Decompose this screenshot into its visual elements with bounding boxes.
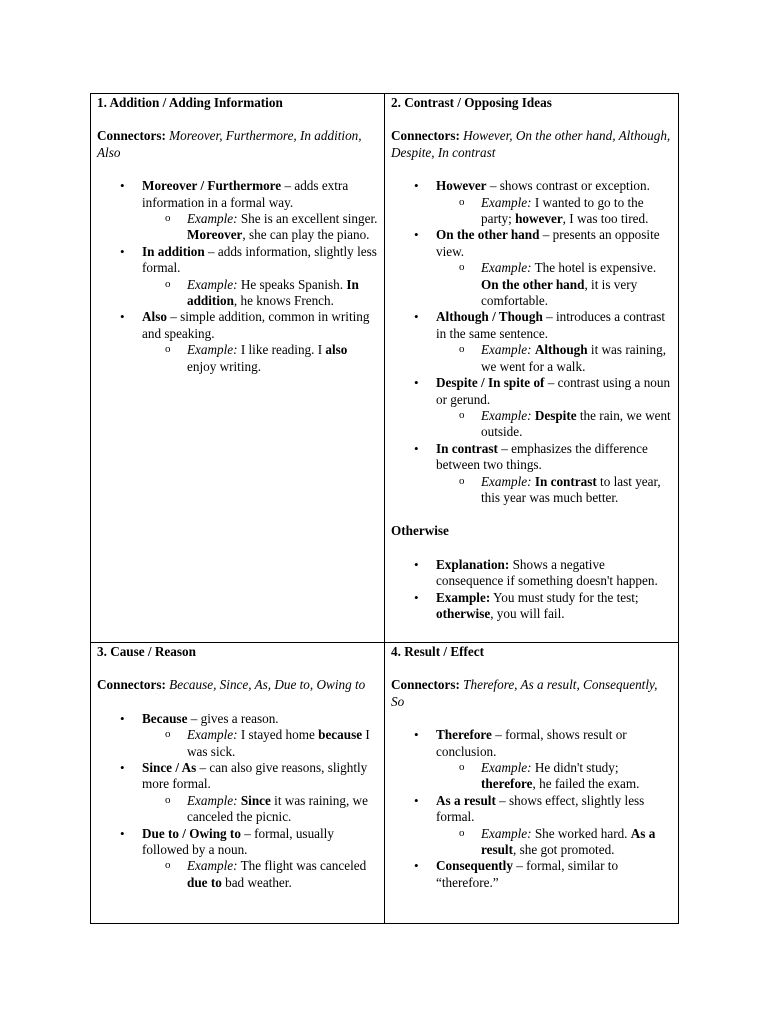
example-text: , he knows French. — [233, 293, 334, 309]
list-item — [142, 244, 378, 310]
example-keyword: therefore — [481, 776, 533, 792]
cell-heading: 3. Cause / Reason — [97, 644, 196, 659]
example-text: He speaks Spanish. — [237, 276, 347, 292]
example-keyword: also — [325, 342, 348, 358]
example-label: Example: — [481, 407, 532, 423]
connectors-label: Connectors: — [391, 677, 460, 693]
example-keyword: In contrast — [534, 473, 597, 489]
connector-desc: – adds extra information in a formal way. — [142, 178, 349, 210]
list-item — [436, 309, 672, 375]
connector-term: Due to / Owing to — [142, 825, 241, 841]
example-list — [436, 408, 672, 441]
example-label: Example: — [436, 589, 491, 605]
connector-term: On the other hand — [436, 227, 540, 243]
connector-term: However — [436, 178, 487, 194]
list-item — [142, 178, 378, 244]
connector-term: In contrast — [436, 440, 498, 456]
example-list — [436, 474, 672, 507]
connector-desc: – formal, shows result or conclusion. — [436, 727, 627, 759]
example-label: Example: — [481, 825, 532, 841]
example-text: , you will fail. — [490, 605, 565, 621]
example-text: The flight was canceled — [237, 858, 367, 874]
example-list — [436, 826, 672, 859]
example-text: She worked hard. — [531, 825, 631, 841]
example-text: The hotel is expensive. — [531, 260, 657, 276]
example-text: it was raining, we canceled the picnic. — [187, 792, 368, 825]
example-list — [142, 793, 378, 826]
list-item — [436, 590, 672, 623]
example-keyword: Since — [240, 792, 271, 808]
connector-desc: – can also give reasons, slightly more formal. — [142, 760, 368, 792]
example-text: , I was too tired. — [562, 211, 649, 227]
list-item — [436, 178, 672, 227]
example-label: Example: — [187, 211, 238, 227]
example-list — [142, 342, 378, 375]
example-item — [481, 408, 672, 441]
example-label: Example: — [187, 792, 238, 808]
example-text: enjoy writing. — [187, 358, 261, 374]
example-text: , it is very comfortable. — [481, 276, 638, 309]
example-text: , he failed the exam. — [532, 776, 640, 792]
example-list — [436, 760, 672, 793]
connector-list — [391, 178, 672, 506]
example-text: I was sick. — [187, 727, 370, 759]
example-label: Example: — [187, 342, 238, 358]
example-text: She is an excellent singer. — [237, 211, 378, 227]
cell-heading: 4. Result / Effect — [391, 644, 485, 659]
connector-term: Because — [142, 710, 188, 726]
connectors-table — [90, 93, 679, 924]
connectors-list: However, On the other hand, Although, Despite, In contrast — [391, 128, 671, 160]
connector-desc: – simple addition, common in writing and speaking. — [142, 309, 370, 341]
connector-term: In addition — [142, 243, 205, 259]
list-item — [436, 793, 672, 859]
example-item — [187, 793, 378, 826]
example-label: Example: — [481, 260, 532, 276]
example-text: I wanted to go to the party; — [481, 194, 644, 227]
example-item — [481, 474, 672, 507]
list-item — [436, 441, 672, 507]
example-item — [481, 760, 672, 793]
example-keyword: however — [515, 211, 563, 227]
example-text: to last year, this year was much better. — [481, 473, 661, 505]
example-text: You must study for the test; — [490, 589, 639, 605]
cell-heading: 1. Addition / Adding Information — [97, 95, 283, 110]
connector-desc: – presents an opposite view. — [436, 227, 660, 259]
example-label: Example: — [481, 342, 532, 358]
example-item — [481, 260, 672, 309]
connector-desc: – formal, usually followed by a noun. — [142, 825, 334, 858]
connector-list — [97, 711, 378, 891]
example-item — [481, 342, 672, 375]
example-keyword: In addition — [187, 276, 359, 309]
explanation-label: Explanation: — [436, 556, 510, 572]
connector-term: As a result — [436, 792, 496, 808]
example-keyword: As a result — [481, 825, 656, 858]
connector-list — [97, 178, 378, 375]
cell-result — [385, 643, 679, 924]
connector-term: Since / As — [142, 760, 197, 776]
example-item — [187, 342, 378, 375]
connectors-label: Connectors: — [97, 128, 166, 144]
list-item — [436, 557, 672, 590]
connector-desc: – introduces a contrast in the same sentence. — [436, 309, 666, 341]
otherwise-list — [391, 557, 672, 623]
example-list — [142, 211, 378, 244]
connectors-label: Connectors: — [391, 128, 460, 144]
connectors-list: Therefore, As a result, Consequently, So — [391, 677, 658, 709]
connector-term: Although / Though — [436, 309, 543, 325]
example-keyword: On the other hand — [481, 276, 585, 292]
list-item — [436, 727, 672, 793]
list-item — [142, 826, 378, 892]
example-text: I like reading. I — [237, 342, 326, 358]
example-list — [436, 260, 672, 309]
example-text: He didn't study; — [531, 760, 619, 776]
explanation-text: Shows a negative consequence if something doesn't happen. — [436, 556, 658, 589]
list-item — [436, 227, 672, 309]
example-label: Example: — [481, 194, 532, 210]
connector-term: Consequently — [436, 858, 513, 874]
example-label: Example: — [187, 727, 238, 743]
otherwise-heading: Otherwise — [391, 523, 449, 539]
example-keyword: due to — [187, 874, 222, 890]
example-label: Example: — [481, 760, 532, 776]
example-keyword: Moreover — [187, 227, 243, 243]
list-item — [142, 309, 378, 375]
example-keyword: because — [318, 727, 363, 743]
connector-desc: – shows contrast or exception. — [486, 178, 650, 194]
connectors-line — [97, 128, 378, 161]
connector-term: Despite / In spite of — [436, 375, 545, 391]
cell-contrast — [385, 94, 679, 643]
connectors-line — [391, 677, 672, 710]
connector-term: Also — [142, 309, 167, 325]
connector-desc: – shows effect, slightly less formal. — [436, 792, 645, 825]
example-text: , she got promoted. — [513, 842, 615, 858]
connectors-line — [391, 128, 672, 161]
connector-term: Therefore — [436, 727, 492, 743]
list-item — [436, 858, 672, 891]
example-keyword: Although — [534, 342, 588, 358]
example-list — [142, 727, 378, 760]
example-item — [187, 277, 378, 310]
list-item — [142, 711, 378, 760]
example-list — [436, 342, 672, 375]
connector-desc: – gives a reason. — [187, 710, 279, 726]
example-text: , she can play the piano. — [242, 227, 370, 243]
example-text: I stayed home — [237, 727, 319, 743]
example-text: it was raining, we went for a walk. — [481, 342, 666, 374]
example-text: the rain, we went outside. — [481, 407, 671, 440]
connector-term: Moreover / Furthermore — [142, 178, 282, 194]
cell-addition — [91, 94, 385, 643]
connectors-label: Connectors: — [97, 677, 166, 693]
example-item — [187, 858, 378, 891]
example-label: Example: — [481, 473, 532, 489]
example-list — [436, 195, 672, 228]
connectors-line — [97, 677, 378, 693]
example-list — [142, 277, 378, 310]
connector-list — [391, 727, 672, 891]
list-item — [436, 375, 672, 441]
example-label: Example: — [187, 276, 238, 292]
connector-desc: – formal, similar to “therefore.” — [436, 858, 619, 890]
connectors-list: Moreover, Furthermore, In addition, Also — [97, 128, 362, 160]
example-item — [187, 211, 378, 244]
connectors-list: Because, Since, As, Due to, Owing to — [169, 677, 366, 693]
example-item — [187, 727, 378, 760]
connector-desc: – contrast using a noun or gerund. — [436, 375, 671, 407]
example-label: Example: — [187, 858, 238, 874]
example-item — [481, 195, 672, 228]
example-keyword: otherwise — [436, 605, 491, 621]
example-text: bad weather. — [221, 874, 292, 890]
example-list — [142, 858, 378, 891]
list-item — [142, 760, 378, 826]
example-keyword: Despite — [534, 407, 577, 423]
connector-desc: – emphasizes the difference between two things. — [436, 440, 648, 473]
cell-cause — [91, 643, 385, 924]
cell-heading: 2. Contrast / Opposing Ideas — [391, 95, 552, 110]
example-item — [481, 826, 672, 859]
connector-desc: – adds information, slightly less formal. — [142, 243, 377, 276]
